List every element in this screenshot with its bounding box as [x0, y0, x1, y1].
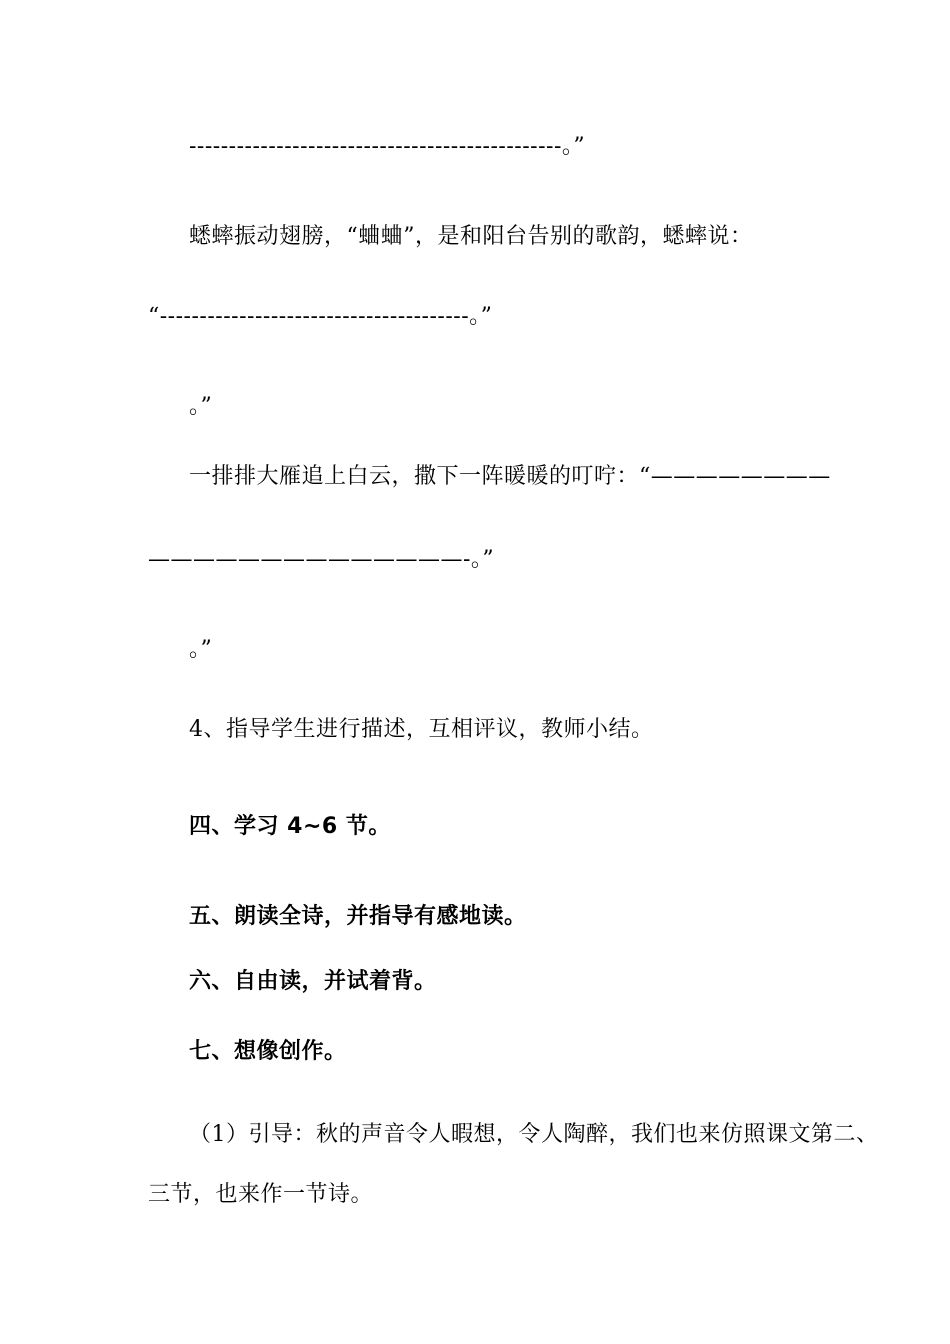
text-line-geese: 一排排大雁追上白云，撒下一阵暖暖的叮咛：“————————	[189, 464, 831, 489]
text-line-step-4: 4、指导学生进行描述，互相评议，教师小结。	[189, 717, 654, 742]
text-line-dashes-1: -----------------------------------------------。”	[189, 134, 586, 159]
text-line-closing-quote-1: 。”	[189, 394, 213, 419]
text-line-dashes-2: “---------------------------------------。”	[148, 304, 493, 329]
text-line-guide: （1）引导：秋的声音令人暇想，令人陶醉，我们也来仿照课文第二、	[189, 1122, 879, 1147]
text-line-cricket: 蟋蟀振动翅膀，“蛐蛐”，是和阳台告别的歌韵，蟋蟀说：	[189, 224, 753, 249]
heading-section-7: 七、想像创作。	[189, 1039, 347, 1064]
heading-section-5: 五、朗读全诗，并指导有感地读。	[189, 904, 527, 929]
text-line-dashes-3: ——————————————-。”	[148, 547, 495, 572]
heading-section-4: 四、学习 4~6 节。	[189, 814, 391, 839]
text-line-guide-cont: 三节，也来作一节诗。	[148, 1182, 374, 1207]
heading-section-6: 六、自由读，并试着背。	[189, 969, 437, 994]
text-line-closing-quote-2: 。”	[189, 637, 213, 662]
